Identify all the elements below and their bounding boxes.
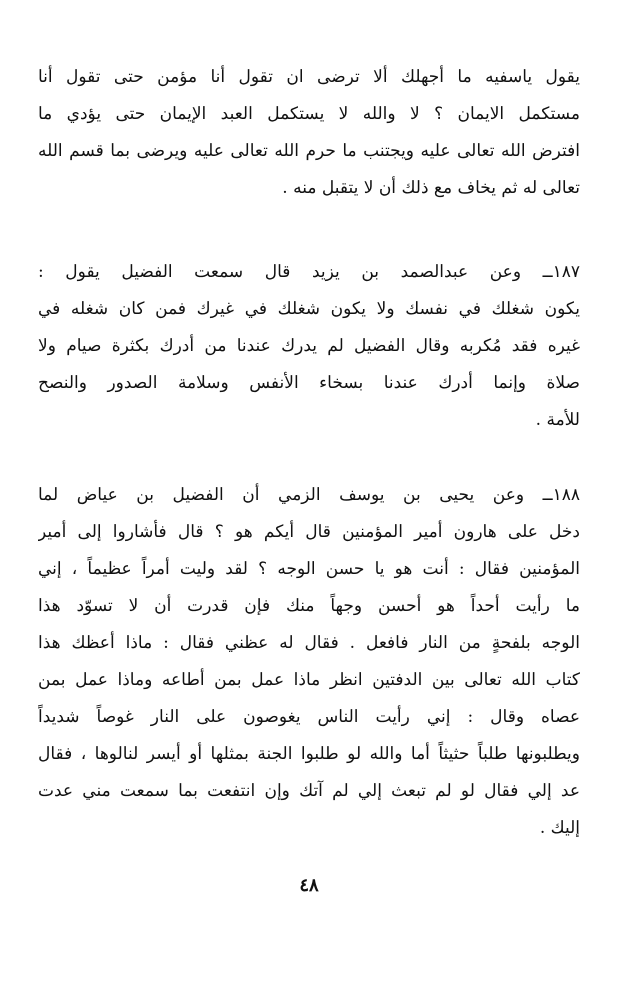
text-line: المؤمنين فقال : أنت هو يا حسن الوجه ؟ لقد وليت أمراً عظيماً ، إني xyxy=(38,559,580,579)
text-line: دخل على هارون أمير المؤمنين قال أيكم هو ؟ قال فأشاروا إلى أمير xyxy=(38,522,580,542)
text-line: يكون شغلك في نفسك ولا يكون شغلك في غيرك فمن كان شغله في xyxy=(38,299,580,319)
text-line: ما رأيت أحداً هو أحسن وجهاً منك فإن قدرت أن لا تسوّد هذا xyxy=(38,596,580,616)
text-line: يقول ياسفيه ما أجهلك ألا ترضى ان تقول أنا مؤمن حتى تقول أنا xyxy=(38,67,580,87)
text-line: غيره فقد مُكربه وقال الفضيل لم يدرك عندنا من أدرك بكثرة صيام ولا xyxy=(38,336,580,356)
text-line: كتاب الله تعالى بين الدفتين انظر ماذا عمل بمن أطاعه وماذا عمل بمن xyxy=(38,670,580,690)
text-line: ١٨٨ــ وعن يحيى بن يوسف الزمي أن الفضيل بن عياض لما xyxy=(38,485,580,505)
paragraph-1 xyxy=(38,59,580,207)
text-line: عد إلي فقال لو لم تبعث إلي لم آتك وإن انتفعت بما سمعت مني عدت xyxy=(38,781,580,801)
paragraph-187 xyxy=(38,254,580,439)
paragraph-188 xyxy=(38,477,580,847)
page-number: ٤٨ xyxy=(299,875,319,896)
text-line: افترض الله تعالى عليه ويجتنب ما حرم الله تعالى عليه ويرضى بما قسم الله xyxy=(38,141,580,161)
text-line: ويطلبونها طلباً حثيثاً أما والله لو طلبوا الجنة بمثلها أو أيسر لنالوها ، فقال xyxy=(38,744,580,764)
text-line: صلاة وإنما أدرك عندنا بسخاء الأنفس وسلامة الصدور والنصح xyxy=(38,373,580,393)
text-line: إليك . xyxy=(539,818,580,838)
text-line: الوجه بلفحةٍ من النار فافعل . فقال له عظني فقال : ماذا أعظك هذا xyxy=(38,633,580,653)
text-line: للأمة . xyxy=(535,410,580,430)
text-line: تعالى له ثم يخاف مع ذلك أن لا يتقبل منه . xyxy=(282,178,580,198)
text-line: مستكمل الايمان ؟ لا والله لا يستكمل العبد الإيمان حتى يؤدي ما xyxy=(38,104,580,124)
text-line: عصاه وقال : إني رأيت الناس يغوصون على النار غوصاً شديداً xyxy=(38,707,580,727)
text-line: ١٨٧ــ وعن عبدالصمد بن يزيد قال سمعت الفضيل يقول : xyxy=(38,262,580,282)
